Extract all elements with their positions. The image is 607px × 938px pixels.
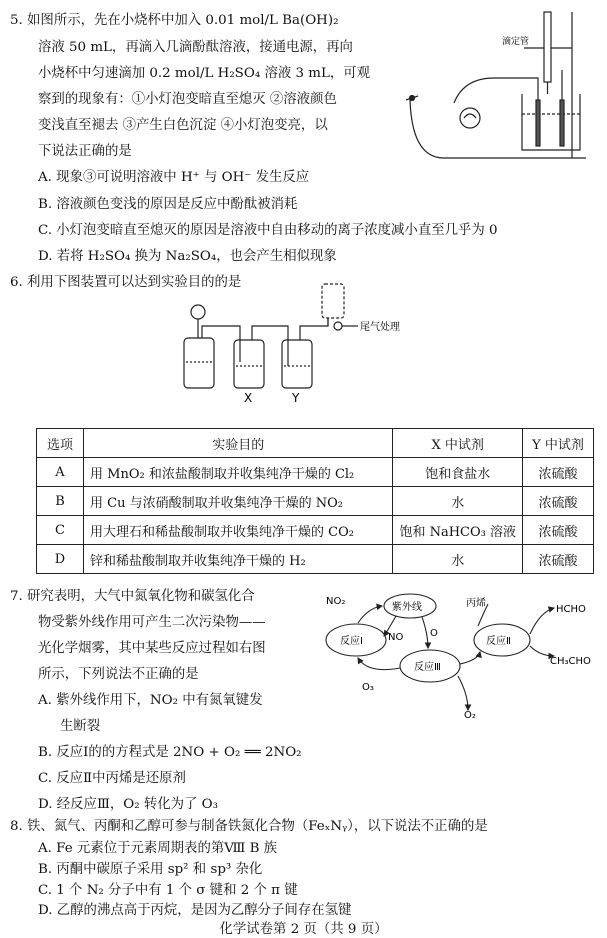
experiment-table xyxy=(36,428,594,574)
table-header-row xyxy=(37,429,594,458)
tail-gas-label: 尾气处理 xyxy=(360,322,400,333)
photochemical-smog-diagram xyxy=(318,590,604,720)
q5-option-b: B. 溶液颜色变浅的原因是反应中酚酞被消耗 xyxy=(38,197,298,212)
q8-option-a: A. Fe 元素位于元素周期表的第Ⅷ B 族 xyxy=(38,841,278,856)
ch3cho-label: CH₃CHO xyxy=(550,656,591,667)
q5-line-3: 小烧杯中匀速滴加 0.2 mol/L H₂SO₄ 溶液 3 mL，可观 xyxy=(38,66,371,81)
q5-option-c: C. 小灯泡变暗直至熄灭的原因是溶液中自由移动的离子浓度减小直至几乎为 0 xyxy=(38,223,498,238)
page-footer: 化学试卷第 2 页（共 9 页） xyxy=(219,922,388,937)
row-x-reagent: 饱和 NaHCO₃ 溶液 xyxy=(393,516,523,545)
row-goal: 锌和稀盐酸制取并收集纯净干燥的 H₂ xyxy=(84,545,393,574)
q5-option-a: A. 现象③可说明溶液中 H⁺ 与 OH⁻ 发生反应 xyxy=(38,170,310,185)
o2-label: O₂ xyxy=(464,710,476,720)
reaction-1-label: 反应Ⅰ xyxy=(340,636,363,647)
o3-label: O₃ xyxy=(362,682,374,693)
q7-option-c: C. 反应Ⅱ中丙烯是还原剂 xyxy=(38,771,186,786)
reaction-2-label: 反应Ⅱ xyxy=(486,636,511,647)
q8-option-c: C. 1 个 N₂ 分子中有 1 个 σ 键和 2 个 π 键 xyxy=(38,883,298,898)
q7-option-a-line-1: A. 紫外线作用下，NO₂ 中有氮氧键发 xyxy=(38,693,263,708)
row-x-reagent: 水 xyxy=(393,487,523,516)
row-goal: 用 Cu 与浓硝酸制取并收集纯净干燥的 NO₂ xyxy=(84,487,393,516)
q7-option-a-line-2: 生断裂 xyxy=(60,719,101,734)
row-goal: 用大理石和稀盐酸制取并收集纯净干燥的 CO₂ xyxy=(84,516,393,545)
no-label: NO xyxy=(388,632,404,643)
row-option: A xyxy=(37,458,84,487)
row-option: B xyxy=(37,487,84,516)
q6-stem: 6. 利用下图装置可以达到实验目的的是 xyxy=(10,275,242,290)
table-row xyxy=(37,545,594,574)
row-goal: 用 MnO₂ 和浓盐酸制取并收集纯净干燥的 Cl₂ xyxy=(84,458,393,487)
q5-option-d: D. 若将 H₂SO₄ 换为 Na₂SO₄，也会产生相似现象 xyxy=(38,249,337,264)
q5-line-2: 溶液 50 mL，再滴入几滴酚酞溶液，接通电源，再向 xyxy=(38,40,353,55)
row-y-reagent: 浓硫酸 xyxy=(523,516,594,545)
q7-line-3: 光化学烟雾，其中某些反应过程如右图 xyxy=(38,641,266,656)
row-x-reagent: 水 xyxy=(393,545,523,574)
hcho-label: HCHO xyxy=(556,604,586,615)
q5-line-4: 察到的现象有：①小灯泡变暗直至熄灭 ②溶液颜色 xyxy=(38,92,337,107)
no2-label: NO₂ xyxy=(326,596,346,607)
propene-label: 丙烯 xyxy=(466,598,486,609)
table-row xyxy=(37,458,594,487)
row-x-reagent: 饱和食盐水 xyxy=(393,458,523,487)
q5-line-5: 变浅直至褪去 ③产生白色沉淀 ④小灯泡变亮，以 xyxy=(38,118,328,133)
q8-stem: 8. 铁、氮气、丙酮和乙醇可参与制备铁氮化合物（FeₓNᵧ），以下说法不正确的是 xyxy=(10,819,488,834)
header-option: 选项 xyxy=(37,429,84,458)
header-goal: 实验目的 xyxy=(84,429,393,458)
conductivity-apparatus-figure xyxy=(404,8,594,166)
row-y-reagent: 浓硫酸 xyxy=(523,545,594,574)
row-y-reagent: 浓硫酸 xyxy=(523,487,594,516)
q7-line-4: 所示，下列说法不正确的是 xyxy=(38,667,199,682)
table-row xyxy=(37,487,594,516)
q5-line-1: 5. 如图所示，先在小烧杯中加入 0.01 mol/L Ba(OH)₂ xyxy=(10,13,339,28)
q7-line-2: 物受紫外线作用可产生二次污染物—— xyxy=(38,615,266,630)
table-row xyxy=(37,516,594,545)
bottle-y-label: Y xyxy=(292,391,300,405)
q8-option-b: B. 丙酮中碳原子采用 sp² 和 sp³ 杂化 xyxy=(38,862,263,877)
row-option: D xyxy=(37,545,84,574)
header-x-reagent: X 中试剂 xyxy=(393,429,523,458)
row-y-reagent: 浓硫酸 xyxy=(523,458,594,487)
o-label: O xyxy=(430,628,438,639)
q5-line-6: 下说法正确的是 xyxy=(38,144,132,159)
q7-option-d: D. 经反应Ⅲ，O₂ 转化为了 O₃ xyxy=(38,797,219,812)
row-option: C xyxy=(37,516,84,545)
header-y-reagent: Y 中试剂 xyxy=(523,429,594,458)
reaction-3-label: 反应Ⅲ xyxy=(414,662,441,673)
gas-collection-apparatus-figure xyxy=(180,282,440,414)
q7-option-b: B. 反应Ⅰ的的方程式是 2NO + O₂ ══ 2NO₂ xyxy=(38,745,302,760)
bottle-x-label: X xyxy=(244,391,253,405)
uv-label: 紫外线 xyxy=(392,602,422,613)
q8-option-d: D. 乙醇的沸点高于丙烷，是因为乙醇分子间存在氢键 xyxy=(38,903,352,918)
burette-label: 滴定管 xyxy=(502,37,530,47)
q7-line-1: 7. 研究表明，大气中氮氧化物和碳氢化合 xyxy=(10,589,255,604)
